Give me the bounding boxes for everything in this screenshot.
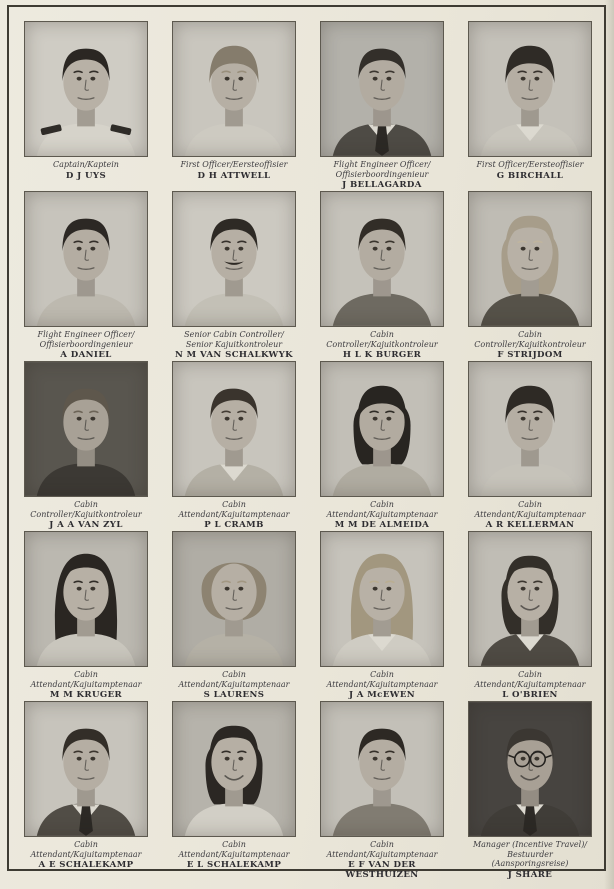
crew-photo-grid (24, 21, 592, 880)
photo-caption (24, 840, 148, 870)
crew-name: E L SCHALEKAMP (186, 860, 282, 870)
photo-caption (172, 670, 296, 700)
crew-role-line: Cabin Attendant/Kajuitamptenaar (30, 670, 142, 689)
crew-role-line: Flight Engineer Officer/ (333, 160, 431, 169)
crew-name: P L CRAMB (204, 520, 264, 530)
crew-name: A DANIEL (60, 350, 112, 360)
portrait-photo (468, 21, 592, 157)
person-silhouette (321, 22, 443, 156)
crew-role (320, 670, 444, 689)
crew-role (24, 840, 148, 859)
crew-member-cell (320, 701, 444, 880)
photo-caption (320, 670, 444, 700)
person-silhouette (25, 532, 147, 666)
crew-role-line: Cabin Controller/Kajuitkontroleur (30, 500, 142, 519)
crew-member-cell (468, 701, 592, 880)
crew-member-cell (468, 361, 592, 531)
crew-member-cell (468, 531, 592, 701)
portrait-photo (172, 361, 296, 497)
crew-name: N M VAN SCHALKWYK (175, 350, 293, 360)
crew-name: S LAURENS (203, 690, 265, 700)
crew-name: D H ATTWELL (197, 170, 271, 181)
crew-role (468, 670, 592, 689)
crew-role (172, 160, 296, 170)
crew-role-line: Cabin Attendant/Kajuitamptenaar (326, 500, 438, 519)
person-silhouette (25, 702, 147, 836)
crew-member-cell (468, 21, 592, 191)
photo-caption (24, 160, 148, 181)
person-silhouette (469, 362, 591, 496)
photo-caption (320, 160, 444, 190)
crew-role-line: Captain/Kaptein (53, 160, 119, 169)
crew-role-line: Offisierboordingenieur (335, 169, 429, 179)
photo-caption (468, 500, 592, 530)
crew-name: J A A VAN ZYL (49, 520, 123, 530)
portrait-photo (320, 191, 444, 327)
crew-member-cell (24, 191, 148, 361)
crew-role (320, 840, 444, 859)
crew-role-line: Cabin Attendant/Kajuitamptenaar (326, 670, 438, 689)
person-silhouette (173, 362, 295, 496)
crew-name: D J UYS (65, 170, 107, 181)
crew-role (172, 500, 296, 519)
person-silhouette (173, 192, 295, 326)
photo-caption (468, 840, 592, 880)
crew-role (24, 500, 148, 519)
crew-role-line: Cabin Attendant/Kajuitamptenaar (474, 670, 586, 689)
person-silhouette (469, 192, 591, 326)
photo-caption (320, 500, 444, 530)
crew-member-cell (320, 531, 444, 701)
portrait-photo (320, 701, 444, 837)
portrait-photo (468, 191, 592, 327)
crew-role (468, 840, 592, 869)
crew-name: A E SCHALEKAMP (38, 860, 134, 870)
person-silhouette (25, 192, 147, 326)
portrait-photo (24, 21, 148, 157)
photo-caption (468, 670, 592, 700)
crew-role-line: Cabin Attendant/Kajuitamptenaar (178, 670, 290, 689)
crew-name: M M KRUGER (49, 690, 123, 700)
photo-caption (172, 500, 296, 530)
portrait-photo (468, 361, 592, 497)
portrait-photo (24, 531, 148, 667)
person-silhouette (25, 22, 147, 156)
person-silhouette (469, 22, 591, 156)
photo-caption (468, 160, 592, 181)
crew-member-cell (320, 21, 444, 191)
portrait-photo (320, 361, 444, 497)
crew-role-line: Offisierboordingenieur (39, 339, 133, 349)
crew-role-line: Cabin Attendant/Kajuitamptenaar (474, 500, 586, 519)
portrait-photo (172, 701, 296, 837)
crew-role-line: Flight Engineer Officer/ (37, 330, 135, 339)
crew-member-cell (172, 21, 296, 191)
portrait-photo (468, 701, 592, 837)
person-silhouette (173, 702, 295, 836)
crew-name: J SHARE (507, 869, 553, 880)
crew-name: H L K BURGER (342, 350, 422, 360)
crew-role-line: Cabin Attendant/Kajuitamptenaar (178, 840, 290, 859)
crew-member-cell (24, 531, 148, 701)
crew-role (172, 670, 296, 689)
portrait-photo (24, 191, 148, 327)
portrait-photo (320, 21, 444, 157)
crew-name: J A McEWEN (348, 690, 416, 700)
crew-role (468, 500, 592, 519)
crew-member-cell (172, 531, 296, 701)
person-silhouette (173, 22, 295, 156)
person-silhouette (25, 362, 147, 496)
crew-role-line: Cabin Attendant/Kajuitamptenaar (326, 840, 438, 859)
crew-name: E F VAN DER WESTHUIZEN (345, 860, 419, 880)
crew-member-cell (172, 361, 296, 531)
crew-member-cell (172, 701, 296, 871)
crew-role (320, 330, 444, 349)
crew-name: J BELLAGARDA (342, 180, 422, 190)
person-silhouette (321, 532, 443, 666)
crew-member-cell (24, 21, 148, 191)
portrait-photo (172, 191, 296, 327)
crew-member-cell (320, 191, 444, 361)
crew-role-line: Cabin Attendant/Kajuitamptenaar (178, 500, 290, 519)
crew-role (320, 500, 444, 519)
portrait-photo (24, 701, 148, 837)
crew-member-cell (24, 701, 148, 871)
crew-role (468, 330, 592, 349)
crew-role (172, 330, 296, 349)
crew-role-line: Senior Cabin Controller/ (184, 330, 284, 339)
person-silhouette (321, 192, 443, 326)
portrait-photo (468, 531, 592, 667)
photo-caption (172, 840, 296, 870)
crew-role (24, 330, 148, 349)
crew-role (24, 670, 148, 689)
crew-role-line: Manager (Incentive Travel)/ (472, 840, 588, 849)
crew-member-cell (320, 361, 444, 531)
crew-name: L O'BRIEN (502, 690, 558, 700)
crew-role-line: First Officer/Eersteoffisier (180, 160, 288, 169)
person-silhouette (469, 532, 591, 666)
photo-caption (24, 500, 148, 530)
crew-role-line: Cabin Controller/Kajuitkontroleur (326, 330, 438, 349)
person-silhouette (321, 702, 443, 836)
crew-member-cell (24, 361, 148, 531)
photo-caption (320, 330, 444, 360)
portrait-photo (172, 21, 296, 157)
portrait-photo (24, 361, 148, 497)
photo-caption (320, 840, 444, 880)
crew-role-line: Cabin Attendant/Kajuitamptenaar (30, 840, 142, 859)
crew-role (320, 160, 444, 179)
crew-name: F STRIJDOM (497, 350, 563, 360)
crew-role (24, 160, 148, 170)
crew-name: G BIRCHALL (496, 170, 564, 181)
crew-name: A R KELLERMAN (485, 520, 575, 530)
photo-caption (24, 670, 148, 700)
photo-caption (24, 330, 148, 360)
portrait-photo (320, 531, 444, 667)
person-silhouette (469, 702, 591, 836)
photo-caption (172, 160, 296, 181)
crew-role-line: First Officer/Eersteoffisier (476, 160, 584, 169)
crew-role-line: Senior Kajuitkontroleur (185, 339, 283, 349)
crew-role-line: Bestuurder (Aansporingsreise) (491, 849, 569, 868)
crew-role (468, 160, 592, 170)
crew-role (172, 840, 296, 859)
crew-name: M M DE ALMEIDA (334, 520, 430, 530)
portrait-photo (172, 531, 296, 667)
crew-member-cell (172, 191, 296, 361)
person-silhouette (173, 532, 295, 666)
photo-caption (172, 330, 296, 360)
crew-role-line: Cabin Controller/Kajuitkontroleur (474, 330, 586, 349)
photo-caption (468, 330, 592, 360)
crew-member-cell (468, 191, 592, 361)
person-silhouette (321, 362, 443, 496)
